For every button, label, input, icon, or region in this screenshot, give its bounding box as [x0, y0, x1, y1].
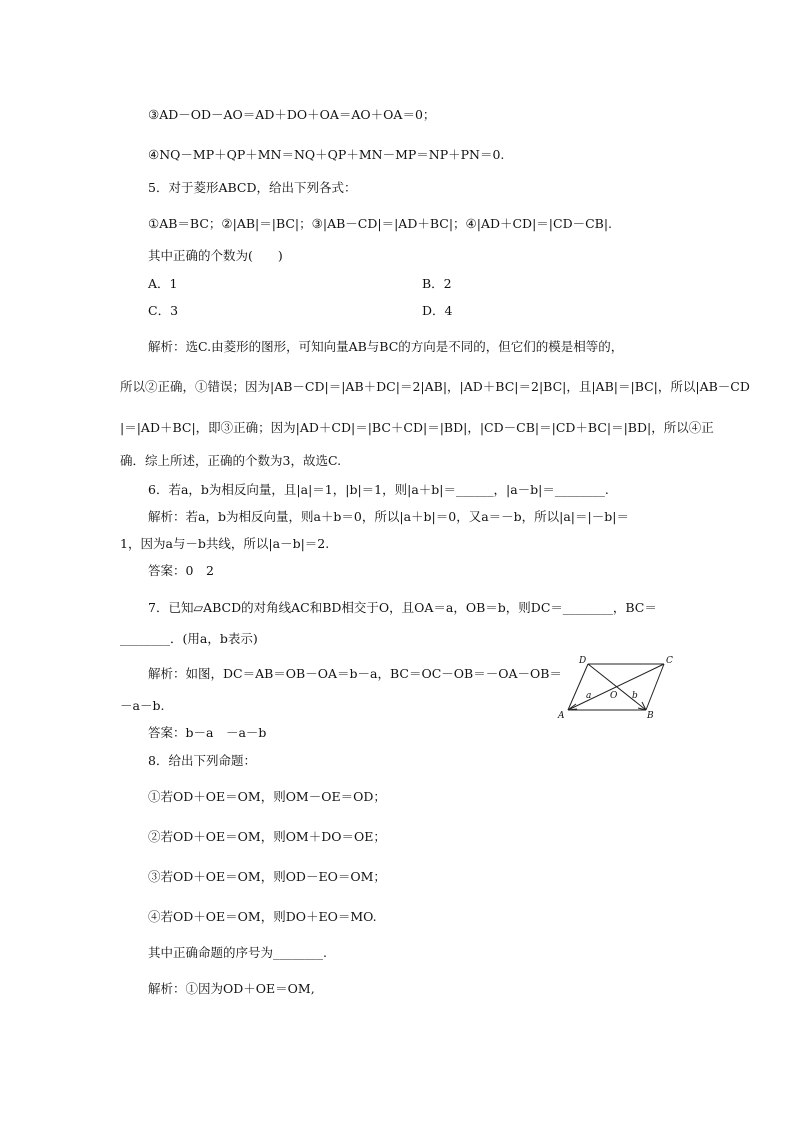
- text-line: 解析：选C.由菱形的图形，可知向量AB与BC的方向是不同的，但它们的模是相等的，: [148, 339, 624, 354]
- label-d: D: [579, 656, 587, 666]
- answer-line: 答案：0 2: [148, 563, 214, 578]
- text-line: 解析：如图，DC＝AB＝OB－OA＝b－a，BC＝OC－OB＝－OA－OB＝: [148, 666, 562, 681]
- text-line: 7．已知▱ABCD的对角线AC和BD相交于O，且OA＝a，OB＝b，则DC＝________，BC＝: [148, 600, 657, 615]
- text-line: ①若OD＋OE＝OM，则OM－OE＝OD；: [148, 789, 386, 804]
- option-a: A．1: [148, 276, 178, 291]
- text-line: ④若OD＋OE＝OM，则DO＋EO＝MO.: [148, 909, 377, 924]
- option-b: B．2: [422, 276, 452, 291]
- text-line: ③若OD＋OE＝OM，则OD－EO＝OM；: [148, 869, 386, 884]
- answer-line: 答案：b－a －a－b: [148, 725, 267, 740]
- text-line: ④NQ－MP＋QP＋MN＝NQ＋QP＋MN－MP＝NP＋PN＝0.: [148, 147, 505, 162]
- label-o: O: [610, 691, 618, 701]
- text-line: 确．综上所述，正确的个数为3，故选C.: [120, 453, 342, 468]
- diagonal-ac: [568, 664, 664, 710]
- text-line: 解析：若a，b为相反向量，则a＋b＝0，所以|a＋b|＝0，又a＝－b，所以|a|＝|－b|＝: [148, 509, 629, 524]
- text-line: 其中正确的个数为( ): [148, 248, 283, 263]
- text-line: 所以②正确，①错误；因为|AB－CD|＝|AB＋DC|＝2|AB|，|AD＋BC|＝2|BC|，且|AB|＝|BC|，所以|AB－CD: [120, 379, 750, 394]
- text-line: 其中正确命题的序号为________.: [148, 945, 327, 960]
- side-ad: [568, 664, 588, 710]
- text-line: ②若OD＋OE＝OM，则OM＋DO＝OE；: [148, 829, 386, 844]
- parallelogram-diagram: [552, 654, 678, 722]
- diagonal-db: [588, 664, 646, 710]
- label-b-vector: b: [632, 691, 638, 701]
- text-line: 8．给出下列命题：: [148, 753, 256, 768]
- option-d: D．4: [422, 303, 453, 318]
- label-a-vector: a: [586, 691, 592, 701]
- text-line: ③AD－OD－AO＝AD＋DO＋OA＝AO＋OA＝0；: [148, 107, 436, 122]
- text-line: ①AB＝BC；②|AB|＝|BC|；③|AB－CD|＝|AD＋BC|；④|AD＋CD|＝|CD－CB|.: [148, 216, 613, 231]
- label-a: A: [558, 711, 565, 721]
- label-c: C: [666, 656, 673, 666]
- text-line: 6．若a，b为相反向量，且|a|＝1，|b|＝1，则|a＋b|＝______，|a－b|＝________.: [148, 482, 609, 497]
- text-line: 1，因为a与－b共线，所以|a－b|＝2.: [120, 536, 330, 551]
- option-c: C．3: [148, 303, 179, 318]
- text-line: －a－b.: [120, 698, 165, 713]
- text-line: ________．(用a，b表示): [120, 631, 258, 646]
- text-line: 5．对于菱形ABCD，给出下列各式：: [148, 180, 357, 195]
- label-b: B: [647, 711, 654, 721]
- text-line: 解析：①因为OD＋OE＝OM,: [148, 981, 315, 996]
- text-line: |＝|AD＋BC|，即③正确；因为|AD＋CD|＝|BC＋CD|＝|BD|，|CD－CB|＝|CD＋BC|＝|BD|，所以④正: [120, 420, 714, 435]
